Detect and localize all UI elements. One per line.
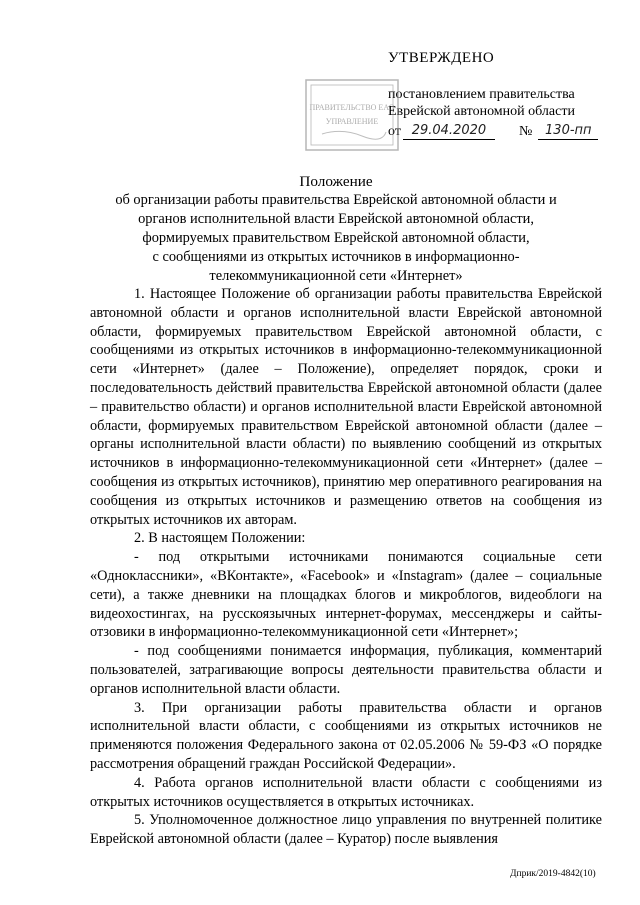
paragraph-1: 1. Настоящее Положение об организации работы правительства Еврейской автономной области и органов исполнительной власти Еврейской автономной области, формируемых правительством Еврейской автономной области, с сообщениями из открытых источников в информационно-телекоммуникационной сети «Интернет» (далее – Положение), определяет порядок, сроки и последовательность действий правительства Еврейской автономной области (далее – правительство области) и органов исполнительной власти Еврейской автономной области, формируемых правительством Еврейской автономной области (далее – органы исполнительной власти области) по выявлению сообщений из открытых источников в информационно-телекоммуникационной сети «Интернет» (далее – сообщения из открытых источников), принятию мер оперативного реагирования на сообщения из открытых источников и размещению ответов на сообщения из открытых источников их авторам. [90, 286, 602, 528]
title-heading: Положение [299, 173, 373, 190]
title-line-4: с сообщениями из открытых источников в информационно- [152, 249, 520, 265]
title-line-2: органов исполнительной власти Еврейской автономной области, [138, 211, 534, 227]
paragraph-4: 4. Работа органов исполнительной власти области с сообщениями из открытых источников осуществляется в открытых источниках. [90, 774, 602, 810]
date-prefix: от [388, 124, 401, 139]
title-line-5: телекоммуникационной сети «Интернет» [209, 268, 463, 284]
paragraph-2: 2. В настоящем Положении: [134, 530, 306, 547]
approval-date-line [388, 122, 598, 140]
approval-line-region: Еврейской автономной области [388, 104, 575, 119]
document-title [70, 172, 602, 286]
document-body [90, 285, 602, 849]
official-stamp-icon [302, 76, 402, 154]
title-line-3: формируемых правительством Еврейской автономной области, [142, 230, 530, 246]
approval-title: УТВЕРЖДЕНО [388, 50, 495, 66]
number-value: 130-пп [538, 122, 598, 140]
number-prefix: № [518, 124, 533, 139]
document-code: Дприк/2019-4842(10) [510, 869, 596, 879]
stamp-text-line-1: ПРАВИТЕЛЬСТВО ЕАО [309, 103, 395, 112]
title-line-1: об организации работы правительства Еврейской автономной области и [115, 192, 557, 208]
paragraph-2-item-2: - под сообщениями понимается информация, публикация, комментарий пользователей, затрагивающие вопросы деятельности правительства области и органов исполнительной власти области. [90, 643, 602, 697]
stamp-text-line-2: УПРАВЛЕНИЕ [325, 117, 379, 126]
paragraph-2-item-1: - под открытыми источниками понимаются социальные сети «Одноклассники», «ВКонтакте», «Facebook» и «Instagram» (далее – социальные сети), а также дневники на площадках блогов и микроблогов, видеоблоги на видеохостингах, на русскоязычных интернет-форумах, мессенджеры и сайты-отзовики в информационно-телекоммуникационной сети «Интернет»; [90, 549, 602, 641]
paragraph-5: 5. Уполномоченное должностное лицо управления по внутренней политике Еврейской автономной области (далее – Куратор) после выявления [90, 812, 602, 848]
date-value: 29.04.2020 [403, 122, 495, 140]
paragraph-3: 3. При организации работы правительства области и органов исполнительной власти области, с сообщениями из открытых источников не применяются положения Федерального закона от 02.05.2006 № 59-ФЗ «О порядке рассмотрения обращений граждан Российской Федерации». [90, 699, 602, 772]
approval-line-resolution: постановлением правительства [388, 87, 575, 102]
